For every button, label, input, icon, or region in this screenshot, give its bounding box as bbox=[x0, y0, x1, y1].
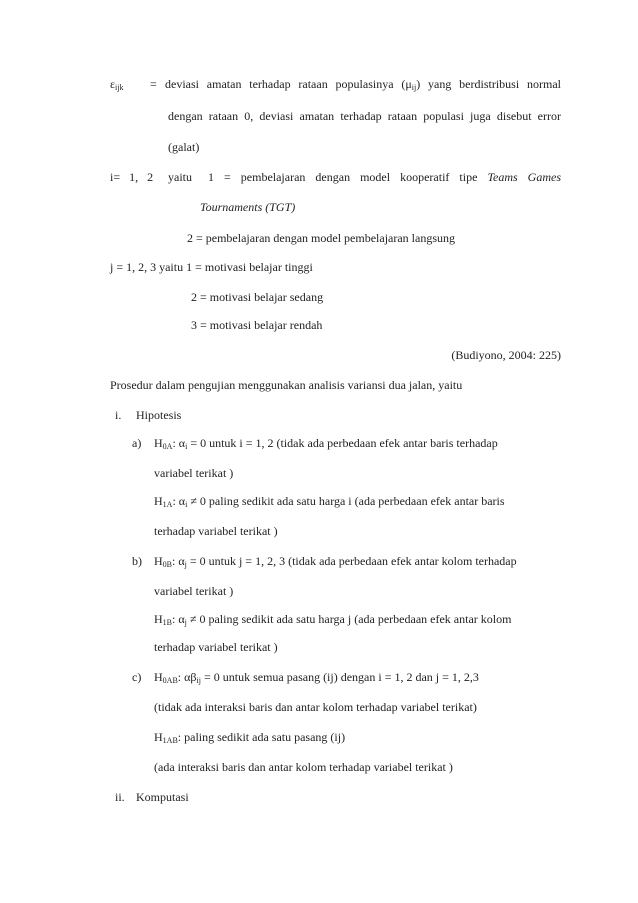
section-i-number: i. bbox=[115, 408, 122, 422]
hyp-b-h1: $H_{1B}$: $\alpha_j \ne 0$ paling sedikit ada satu harga j (ada perbedaan efek antar kolom bbox=[154, 612, 512, 627]
hyp-c-h1-cont: (ada interaksi baris dan antar kolom terhadap variabel terikat ) bbox=[154, 760, 453, 774]
hyp-b-label: b) bbox=[132, 554, 142, 568]
epsilon-symbol bbox=[110, 77, 124, 91]
hyp-a-h1-cont: terhadap variabel terikat ) bbox=[154, 524, 278, 538]
hyp-b-h1-cont: terhadap variabel terikat ) bbox=[154, 640, 278, 654]
hyp-c-label: c) bbox=[132, 670, 142, 684]
i-def-label: i= 1, 2 bbox=[110, 170, 154, 184]
epsilon-char: ε bbox=[110, 77, 116, 91]
section-ii-title: Komputasi bbox=[136, 790, 189, 804]
j-def-line-2: 2 = motivasi belajar sedang bbox=[191, 290, 324, 304]
hyp-c-h0: $H_{0AB}$: $\alpha\beta_{ij} = 0$ untuk semua pasang (ij) dengan i = 1, 2 dan j = 1, 2,3 bbox=[154, 670, 479, 685]
epsilon-line-3: (galat) bbox=[168, 140, 200, 154]
epsilon-line-1: deviasi amatan terhadap rataan populasinya $(\mu_{ij})$ yang berdistribusi normal bbox=[165, 77, 561, 92]
hyp-a-h0: $H_{0A}$: $\alpha_i = 0$ untuk i = 1, 2 (tidak ada perbedaan efek antar baris terhadap bbox=[154, 436, 498, 451]
i-def-yaitu: yaitu bbox=[168, 170, 192, 184]
section-i-title: Hipotesis bbox=[136, 408, 182, 422]
hyp-b-h0-cont: variabel terikat ) bbox=[154, 584, 234, 598]
hyp-a-label: a) bbox=[132, 436, 142, 450]
j-def-line-3: 3 = motivasi belajar rendah bbox=[191, 318, 323, 332]
hyp-c-h1: $H_{1AB}$: paling sedikit ada satu pasang (ij) bbox=[154, 730, 346, 745]
citation: (Budiyono, 2004: 225) bbox=[451, 348, 561, 362]
epsilon-line-2: dengan rataan 0, deviasi amatan terhadap rataan populasi juga disebut error bbox=[168, 109, 561, 123]
i-def-line-3: 2 = pembelajaran dengan model pembelajaran langsung bbox=[187, 231, 456, 245]
hyp-b-h0: $H_{0B}$: $\alpha_j = 0$ untuk j = 1, 2, 3 (tidak ada perbedaan efek antar kolom terhadap bbox=[154, 554, 517, 569]
epsilon-equals: = bbox=[150, 77, 157, 91]
i-def-line-1: 1 = pembelajaran dengan model kooperatif tipe Teams Games bbox=[208, 170, 562, 184]
hyp-c-h0-cont: (tidak ada interaksi baris dan antar kolom terhadap variabel terikat) bbox=[154, 700, 477, 714]
section-ii-number: ii. bbox=[115, 790, 125, 804]
j-def-line-1: j = 1, 2, 3 yaitu 1 = motivasi belajar tinggi bbox=[110, 260, 313, 274]
i-def-line-2: Tournaments (TGT) bbox=[200, 200, 296, 214]
epsilon-subscript: ijk bbox=[115, 83, 124, 92]
hyp-a-h1: $H_{1A}$: $\alpha_i \ne 0$ paling sedikit ada satu harga i (ada perbedaan efek antar baris bbox=[154, 494, 505, 509]
hyp-a-h0-cont: variabel terikat ) bbox=[154, 466, 234, 480]
intro-paragraph: Prosedur dalam pengujian menggunakan analisis variansi dua jalan, yaitu bbox=[110, 378, 463, 392]
